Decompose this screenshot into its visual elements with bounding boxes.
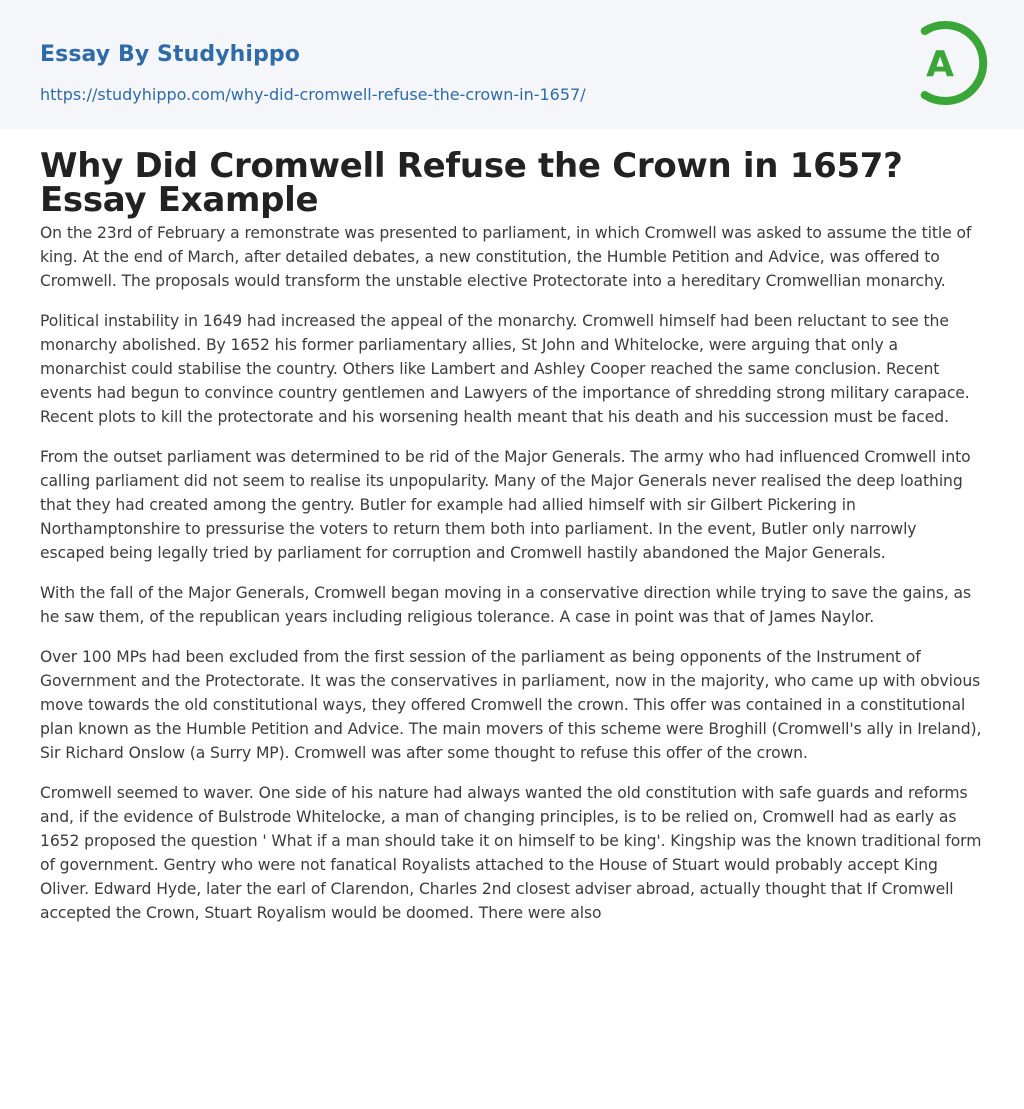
article bbox=[0, 129, 1024, 925]
paragraph-3: From the outset parliament was determined to be rid of the Major Generals. The army who had influenced Cromwell into calling parliament did not seem to realise its unpopularity. Many of the Major Generals never realised the deep loathing that they had created among the gentry. Butler for example had allied himself with sir Gilbert Pickering in Northamptonshire to pressurise the voters to return them both into parliament. In the event, Butler only narrowly escaped being legally tried by parliament for corruption and Cromwell hastily abandoned the Major Generals. bbox=[40, 448, 971, 562]
paragraph-5: Over 100 MPs had been excluded from the first session of the parliament as being opponents of the Instrument of Government and the Protectorate. It was the conservatives in parliament, now in the majority, who came up with obvious move towards the old constitutional ways, they offered Cromwell the crown. This offer was contained in a constitutional plan known as the Humble Petition and Advice. The main movers of this scheme were Broghill (Cromwell's ally in Ireland), Sir Richard Onslow (a Surry MP). Cromwell was after some thought to refuse this offer of the crown. bbox=[40, 648, 982, 762]
studyhippo-a-logo-icon[interactable] bbox=[910, 19, 988, 107]
essay-url-link[interactable]: https://studyhippo.com/why-did-cromwell-refuse-the-crown-in-1657/ bbox=[40, 85, 586, 104]
paragraph-6: Cromwell seemed to waver. One side of his nature had always wanted the old constitution with safe guards and reforms and, if the evidence of Bulstrode Whitelocke, a man of changing principles, is to be relied on, Cromwell had as early as 1652 proposed the question ' What if a man should take it on himself to be king'. Kingship was the known traditional form of government. Gentry who were not fanatical Royalists attached to the House of Stuart would probably accept King Oliver. Edward Hyde, later the earl of Clarendon, Charles 2nd closest adviser abroad, actually thought that If Cromwell accepted the Crown, Stuart Royalism would be doomed. There were also bbox=[40, 784, 982, 922]
paragraph-2: Political instability in 1649 had increased the appeal of the monarchy. Cromwell himself had been reluctant to see the monarchy abolished. By 1652 his former parliamentary allies, St John and Whitelocke, were arguing that only a monarchist could stabilise the country. Others like Lambert and Ashley Cooper reached the same conclusion. Recent events had begun to convince country gentlemen and Lawyers of the importance of shredding strong military carapace. Recent plots to kill the protectorate and his worsening health meant that his death and his succession must be faced. bbox=[40, 312, 970, 426]
site-brand[interactable]: Essay By Studyhippo bbox=[40, 42, 300, 67]
site-header bbox=[0, 0, 1024, 129]
logo-letter: A bbox=[926, 44, 954, 85]
page-title: Why Did Cromwell Refuse the Crown in 1657? Essay Example bbox=[40, 146, 903, 220]
paragraph-1: On the 23rd of February a remonstrate was presented to parliament, in which Cromwell was asked to assume the title of king. At the end of March, after detailed debates, a new constitution, the Humble Petition and Advice, was offered to Cromwell. The proposals would transform the unstable elective Protectorate into a hereditary Cromwellian monarchy. bbox=[40, 224, 972, 290]
paragraph-4: With the fall of the Major Generals, Cromwell began moving in a conservative direction while trying to save the gains, as he saw them, of the republican years including religious tolerance. A case in point was that of James Naylor. bbox=[40, 584, 972, 626]
